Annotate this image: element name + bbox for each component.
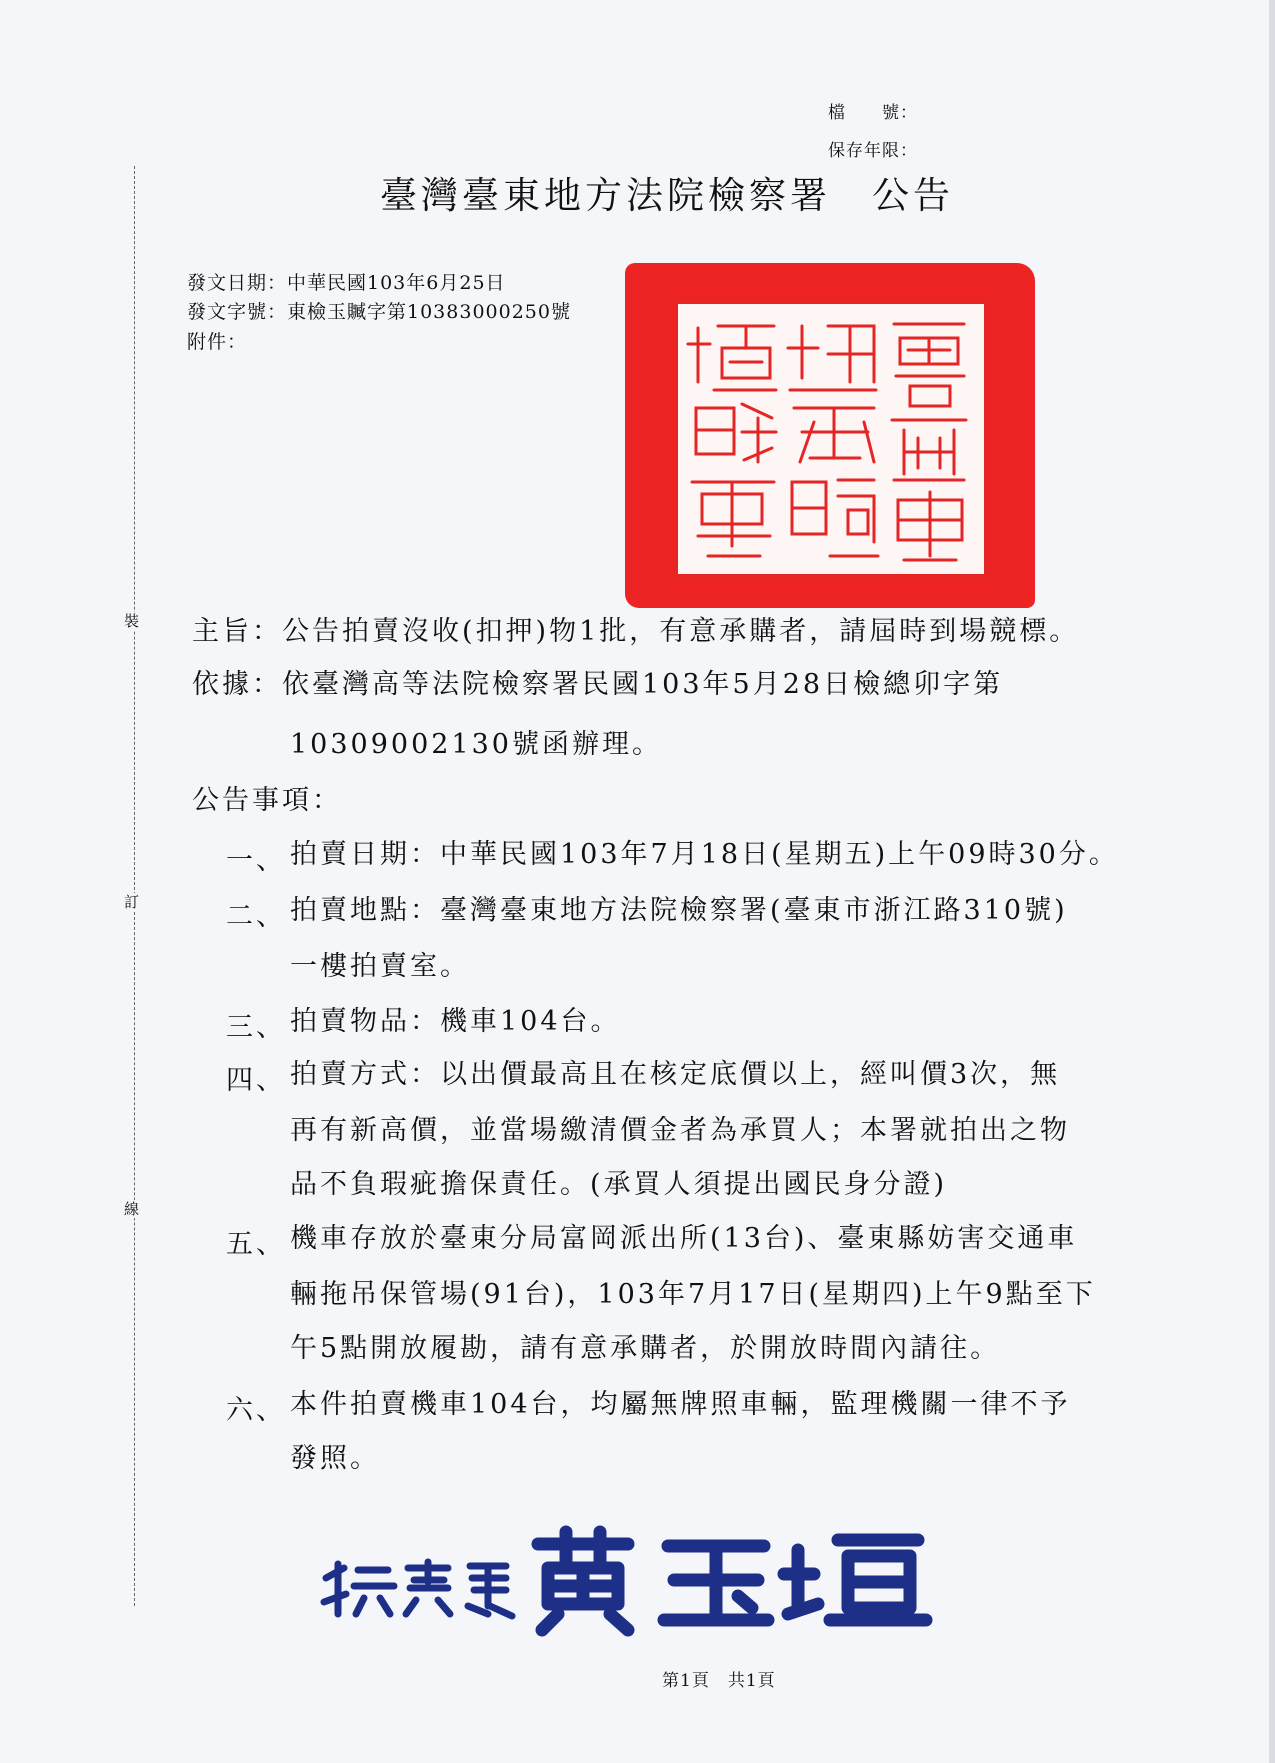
document-title: 臺灣臺東地方法院檢察署 公告 [380,174,954,217]
item-2-line-2: 一樓拍賣室。 [290,951,470,982]
archive-retention-label: 保存年限： [828,141,918,161]
item-2-line-1: 拍賣地點：臺灣臺東地方法院檢察署(臺東市浙江路310號) [290,895,1068,926]
item-4-label: 四、 [226,1065,286,1096]
seal-script-glyphs [678,304,984,574]
item-2-label: 二、 [226,901,286,932]
item-6-label: 六、 [226,1395,286,1426]
item-3-label: 三、 [226,1012,286,1043]
item-5-line-1: 機車存放於臺東分局富岡派出所(13台)、臺東縣妨害交通車 [290,1223,1078,1254]
chief-prosecutor-signature-stamp [318,1510,938,1640]
item-5-label: 五、 [226,1229,286,1260]
binding-mark-3: 線 [124,1200,140,1218]
notice-heading: 公告事項： [192,785,342,816]
item-5-line-2: 輛拖吊保管場(91台)，103年7月17日(星期四)上午9點至下 [290,1279,1096,1310]
page-number: 第1頁 共1頁 [662,1671,776,1691]
item-3-line-1: 拍賣物品：機車104台。 [290,1006,621,1037]
official-seal-inner-field [675,301,987,577]
item-1-line-1: 拍賣日期：中華民國103年7月18日(星期五)上午09時30分。 [290,839,1119,870]
scan-edge [1269,0,1275,1763]
basis-line-2: 10309002130號函辦理。 [290,729,662,760]
archive-file-number-label: 檔 號： [828,103,918,123]
item-4-line-1: 拍賣方式：以出價最高且在核定底價以上，經叫價3次，無 [290,1059,1061,1090]
document-reference-number: 發文字號：東檢玉贓字第10383000250號 [187,301,571,323]
attachment-label: 附件： [187,331,248,353]
binding-mark-1: 裝 [124,612,140,630]
item-6-line-1: 本件拍賣機車104台，均屬無牌照車輛，監理機關一律不予 [290,1389,1071,1420]
binding-line [134,166,135,1606]
binding-mark-2: 訂 [124,893,140,911]
basis-line-1: 依據：依臺灣高等法院檢察署民國103年5月28日檢總卯字第 [192,669,1004,700]
item-4-line-3: 品不負瑕疵擔保責任。(承買人須提出國民身分證) [290,1169,948,1200]
item-4-line-2: 再有新高價，並當場繳清價金者為承買人；本署就拍出之物 [290,1115,1070,1146]
item-6-line-2: 發照。 [290,1443,380,1474]
subject-line: 主旨：公告拍賣沒收(扣押)物1批，有意承購者，請屆時到場競標。 [192,616,1080,647]
official-seal [625,263,1035,608]
item-1-label: 一、 [226,845,286,876]
item-5-line-3: 午5點開放履勘，請有意承購者，於開放時間內請往。 [290,1333,1001,1364]
issue-date: 發文日期：中華民國103年6月25日 [187,272,506,294]
